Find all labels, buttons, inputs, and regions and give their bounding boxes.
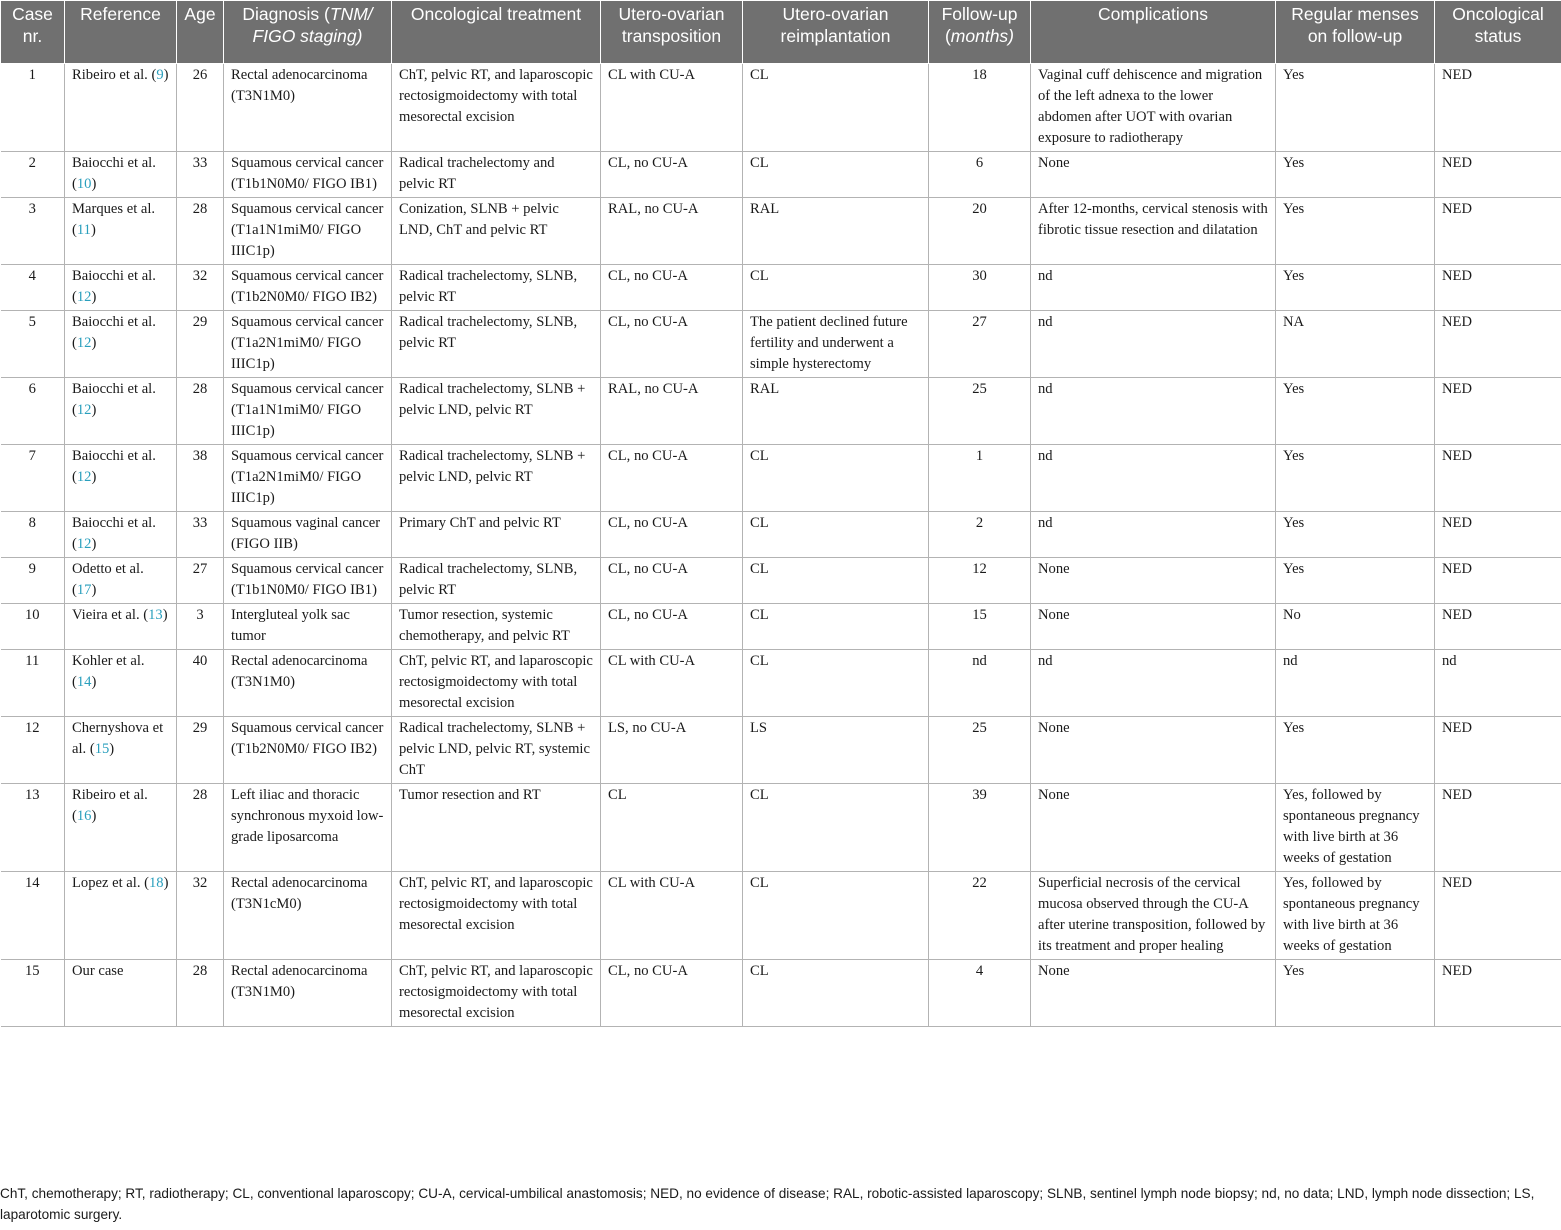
- regular-menses: Yes: [1276, 64, 1435, 152]
- diagnosis: Squamous cervical cancer (T1b2N0M0/ FIGO IB2): [224, 717, 392, 784]
- table-row: [1, 784, 1561, 872]
- reference-link[interactable]: 13: [148, 607, 163, 623]
- reference-link[interactable]: 11: [76, 222, 91, 238]
- reference-citation[interactable]: (12): [72, 402, 97, 418]
- table-row: [1, 717, 1561, 784]
- regular-menses: Yes: [1276, 558, 1435, 604]
- utero-ovarian-reimplantation: CL: [743, 784, 929, 872]
- oncological-treatment: Primary ChT and pelvic RT: [392, 512, 601, 558]
- age: 27: [177, 558, 224, 604]
- regular-menses: Yes: [1276, 152, 1435, 198]
- utero-ovarian-transposition: CL, no CU-A: [601, 558, 743, 604]
- utero-ovarian-reimplantation: CL: [743, 650, 929, 717]
- complications: nd: [1031, 378, 1276, 445]
- table-row: [1, 198, 1561, 265]
- reference-link[interactable]: 12: [76, 402, 92, 418]
- oncological-treatment: Tumor resection and RT: [392, 784, 601, 872]
- age: 3: [177, 604, 224, 650]
- diagnosis: Intergluteal yolk sac tumor: [224, 604, 392, 650]
- oncological-status: NED: [1435, 558, 1561, 604]
- complications: Superficial necrosis of the cervical mucosa observed through the CU-A after uterine transposition, followed by its treatment and proper healing: [1031, 872, 1276, 960]
- regular-menses: No: [1276, 604, 1435, 650]
- regular-menses: Yes: [1276, 512, 1435, 558]
- reference: [65, 717, 177, 784]
- utero-ovarian-reimplantation: CL: [743, 558, 929, 604]
- complications: None: [1031, 717, 1276, 784]
- reference-authors: Ribeiro et al.: [72, 787, 148, 803]
- regular-menses: NA: [1276, 311, 1435, 378]
- utero-ovarian-reimplantation: CL: [743, 960, 929, 1027]
- table-body: [1, 64, 1561, 1027]
- utero-ovarian-reimplantation: CL: [743, 265, 929, 311]
- header-status: Oncological status: [1435, 1, 1561, 64]
- diagnosis: Rectal adenocarcinoma (T3N1M0): [224, 960, 392, 1027]
- oncological-status: NED: [1435, 872, 1561, 960]
- complications: None: [1031, 604, 1276, 650]
- age: 33: [177, 512, 224, 558]
- oncological-treatment: ChT, pelvic RT, and laparoscopic rectosigmoidectomy with total mesorectal excision: [392, 64, 601, 152]
- reference-citation[interactable]: (12): [72, 289, 97, 305]
- age: 28: [177, 198, 224, 265]
- diagnosis: Left iliac and thoracic synchronous myxoid low-grade liposarcoma: [224, 784, 392, 872]
- oncological-treatment: ChT, pelvic RT, and laparoscopic rectosigmoidectomy with total mesorectal excision: [392, 650, 601, 717]
- complications: None: [1031, 558, 1276, 604]
- table-row: [1, 960, 1561, 1027]
- reference-authors: Marques et al.: [72, 201, 156, 217]
- complications: After 12-months, cervical stenosis with fibrotic tissue resection and dilatation: [1031, 198, 1276, 265]
- reference-link[interactable]: 18: [149, 875, 164, 891]
- reference-citation[interactable]: (11): [72, 222, 96, 238]
- reference-authors: Baiocchi et al.: [72, 268, 156, 284]
- age: 29: [177, 717, 224, 784]
- age: 28: [177, 960, 224, 1027]
- complications: None: [1031, 784, 1276, 872]
- case-number: 1: [1, 64, 65, 152]
- reference: [65, 512, 177, 558]
- reference-authors: Vieira et al.: [72, 607, 140, 623]
- age: 26: [177, 64, 224, 152]
- oncological-treatment: Tumor resection, systemic chemotherapy, and pelvic RT: [392, 604, 601, 650]
- oncological-treatment: Radical trachelectomy, SLNB, pelvic RT: [392, 311, 601, 378]
- reference-authors: Baiocchi et al.: [72, 381, 156, 397]
- header-transposition: Utero-ovarian transposition: [601, 1, 743, 64]
- oncological-status: NED: [1435, 198, 1561, 265]
- complications: nd: [1031, 445, 1276, 512]
- case-number: 3: [1, 198, 65, 265]
- utero-ovarian-transposition: CL, no CU-A: [601, 445, 743, 512]
- table-row: [1, 872, 1561, 960]
- header-complications: Complications: [1031, 1, 1276, 64]
- reference: [65, 960, 177, 1027]
- reference-citation[interactable]: (10): [72, 176, 97, 192]
- diagnosis: Squamous cervical cancer (T1a2N1miM0/ FIGO IIIC1p): [224, 311, 392, 378]
- oncological-treatment: Radical trachelectomy, SLNB + pelvic LND, pelvic RT, systemic ChT: [392, 717, 601, 784]
- reference: [65, 265, 177, 311]
- utero-ovarian-transposition: CL, no CU-A: [601, 604, 743, 650]
- reference-citation[interactable]: (12): [72, 536, 97, 552]
- oncological-status: nd: [1435, 650, 1561, 717]
- follow-up-months: 20: [929, 198, 1031, 265]
- reference-authors: Lopez et al.: [72, 875, 141, 891]
- utero-ovarian-transposition: CL, no CU-A: [601, 152, 743, 198]
- follow-up-months: 15: [929, 604, 1031, 650]
- reference-link[interactable]: 15: [94, 741, 110, 757]
- regular-menses: Yes, followed by spontaneous pregnancy with live birth at 36 weeks of gestation: [1276, 784, 1435, 872]
- utero-ovarian-transposition: CL, no CU-A: [601, 311, 743, 378]
- utero-ovarian-reimplantation: LS: [743, 717, 929, 784]
- age: 40: [177, 650, 224, 717]
- oncological-treatment: Radical trachelectomy, SLNB, pelvic RT: [392, 558, 601, 604]
- regular-menses: Yes: [1276, 717, 1435, 784]
- reference-link[interactable]: 12: [76, 469, 92, 485]
- age: 38: [177, 445, 224, 512]
- reference-citation[interactable]: (13): [139, 607, 168, 623]
- utero-ovarian-reimplantation: CL: [743, 152, 929, 198]
- header-followup: Follow-up (months): [929, 1, 1031, 64]
- follow-up-months: 2: [929, 512, 1031, 558]
- reference: [65, 604, 177, 650]
- reference-citation[interactable]: (14): [72, 674, 97, 690]
- table-row: [1, 445, 1561, 512]
- complications: nd: [1031, 311, 1276, 378]
- oncological-status: NED: [1435, 64, 1561, 152]
- oncological-treatment: Radical trachelectomy, SLNB, pelvic RT: [392, 265, 601, 311]
- age: 29: [177, 311, 224, 378]
- age: 33: [177, 152, 224, 198]
- utero-ovarian-transposition: CL, no CU-A: [601, 512, 743, 558]
- reference-citation[interactable]: (12): [72, 335, 97, 351]
- regular-menses: Yes: [1276, 445, 1435, 512]
- age: 28: [177, 784, 224, 872]
- utero-ovarian-transposition: RAL, no CU-A: [601, 198, 743, 265]
- utero-ovarian-transposition: LS, no CU-A: [601, 717, 743, 784]
- follow-up-months: 18: [929, 64, 1031, 152]
- reference: [65, 64, 177, 152]
- diagnosis: Squamous cervical cancer (T1b1N0M0/ FIGO IB1): [224, 558, 392, 604]
- follow-up-months: 22: [929, 872, 1031, 960]
- follow-up-months: 6: [929, 152, 1031, 198]
- reference-link[interactable]: 9: [156, 67, 164, 83]
- follow-up-months: 1: [929, 445, 1031, 512]
- utero-ovarian-reimplantation: RAL: [743, 198, 929, 265]
- reference: [65, 198, 177, 265]
- utero-ovarian-reimplantation: CL: [743, 604, 929, 650]
- oncological-treatment: Radical trachelectomy, SLNB + pelvic LND, pelvic RT: [392, 445, 601, 512]
- oncological-status: NED: [1435, 717, 1561, 784]
- diagnosis: Squamous cervical cancer (T1a1N1miM0/ FIGO IIIC1p): [224, 198, 392, 265]
- reference-authors: Chernyshova et al.: [72, 720, 164, 757]
- diagnosis: Rectal adenocarcinoma (T3N1cM0): [224, 872, 392, 960]
- reference: [65, 311, 177, 378]
- diagnosis: Squamous vaginal cancer (FIGO IIB): [224, 512, 392, 558]
- reference-authors: Kohler et al.: [72, 653, 145, 669]
- case-number: 12: [1, 717, 65, 784]
- oncological-treatment: ChT, pelvic RT, and laparoscopic rectosigmoidectomy with total mesorectal excision: [392, 960, 601, 1027]
- diagnosis: Rectal adenocarcinoma (T3N1M0): [224, 64, 392, 152]
- oncological-status: NED: [1435, 378, 1561, 445]
- follow-up-months: 25: [929, 717, 1031, 784]
- reference: [65, 650, 177, 717]
- reference: [65, 152, 177, 198]
- oncological-treatment: ChT, pelvic RT, and laparoscopic rectosigmoidectomy with total mesorectal excision: [392, 872, 601, 960]
- regular-menses: Yes: [1276, 960, 1435, 1027]
- reference: [65, 872, 177, 960]
- utero-ovarian-transposition: CL with CU-A: [601, 872, 743, 960]
- table-row: [1, 650, 1561, 717]
- case-number: 14: [1, 872, 65, 960]
- age: 28: [177, 378, 224, 445]
- complications: nd: [1031, 650, 1276, 717]
- header-diagnosis: Diagnosis (TNM/ FIGO staging): [224, 1, 392, 64]
- oncological-treatment: Radical trachelectomy, SLNB + pelvic LND, pelvic RT: [392, 378, 601, 445]
- reference-authors: Baiocchi et al.: [72, 155, 156, 171]
- header-age: Age: [177, 1, 224, 64]
- table-row: [1, 311, 1561, 378]
- table-row: [1, 378, 1561, 445]
- reference-link[interactable]: 12: [76, 289, 92, 305]
- utero-ovarian-transposition: CL with CU-A: [601, 64, 743, 152]
- utero-ovarian-transposition: CL, no CU-A: [601, 960, 743, 1027]
- follow-up-months: 25: [929, 378, 1031, 445]
- case-number: 5: [1, 311, 65, 378]
- reference-citation[interactable]: (18): [140, 875, 169, 891]
- oncological-status: NED: [1435, 960, 1561, 1027]
- case-number: 10: [1, 604, 65, 650]
- table-row: [1, 558, 1561, 604]
- oncological-treatment: Conization, SLNB + pelvic LND, ChT and pelvic RT: [392, 198, 601, 265]
- oncological-status: NED: [1435, 445, 1561, 512]
- regular-menses: Yes, followed by spontaneous pregnancy with live birth at 36 weeks of gestation: [1276, 872, 1435, 960]
- complications: Vaginal cuff dehiscence and migration of the left adnexa to the lower abdomen after UOT with ovarian exposure to radiotherapy: [1031, 64, 1276, 152]
- reference-authors: Baiocchi et al.: [72, 448, 156, 464]
- utero-ovarian-transposition: CL with CU-A: [601, 650, 743, 717]
- utero-ovarian-reimplantation: CL: [743, 445, 929, 512]
- utero-ovarian-transposition: RAL, no CU-A: [601, 378, 743, 445]
- utero-ovarian-reimplantation: The patient declined future fertility and underwent a simple hysterectomy: [743, 311, 929, 378]
- table-row: [1, 265, 1561, 311]
- follow-up-months: 39: [929, 784, 1031, 872]
- diagnosis: Squamous cervical cancer (T1b2N0M0/ FIGO IB2): [224, 265, 392, 311]
- age: 32: [177, 872, 224, 960]
- reference: [65, 784, 177, 872]
- case-number: 11: [1, 650, 65, 717]
- follow-up-months: 27: [929, 311, 1031, 378]
- reference: [65, 378, 177, 445]
- complications: None: [1031, 152, 1276, 198]
- reference-authors: Ribeiro et al.: [72, 67, 148, 83]
- utero-ovarian-transposition: CL: [601, 784, 743, 872]
- diagnosis: Rectal adenocarcinoma (T3N1M0): [224, 650, 392, 717]
- reference-authors: Baiocchi et al.: [72, 515, 156, 531]
- reference-link[interactable]: 12: [76, 536, 92, 552]
- follow-up-months: nd: [929, 650, 1031, 717]
- header-menses: Regular menses on follow-up: [1276, 1, 1435, 64]
- utero-ovarian-reimplantation: RAL: [743, 378, 929, 445]
- diagnosis: Squamous cervical cancer (T1a2N1miM0/ FIGO IIIC1p): [224, 445, 392, 512]
- utero-ovarian-reimplantation: CL: [743, 512, 929, 558]
- header-row: [1, 1, 1561, 64]
- reference-citation[interactable]: (16): [72, 808, 97, 824]
- case-number: 9: [1, 558, 65, 604]
- reference-link[interactable]: 17: [76, 582, 92, 598]
- complications: None: [1031, 960, 1276, 1027]
- case-number: 6: [1, 378, 65, 445]
- reference-citation[interactable]: (9): [147, 67, 169, 83]
- reference-link[interactable]: 12: [76, 335, 92, 351]
- reference-link[interactable]: 10: [76, 176, 92, 192]
- table-footnote: ChT, chemotherapy; RT, radiotherapy; CL, conventional laparoscopy; CU-A, cervical-umbilical anastomosis; NED, no evidence of disease; RAL, robotic-assisted laparoscopy; SLNB, sentinel lymph node biopsy; nd, no data; LND, lymph node dissection; LS, laparotomic surgery.: [0, 1186, 1535, 1222]
- table-row: [1, 64, 1561, 152]
- reference-authors: Odetto et al.: [72, 561, 144, 577]
- follow-up-months: 12: [929, 558, 1031, 604]
- reference-citation[interactable]: (15): [86, 741, 115, 757]
- complications: nd: [1031, 265, 1276, 311]
- case-number: 15: [1, 960, 65, 1027]
- case-number: 8: [1, 512, 65, 558]
- reference-link[interactable]: 16: [76, 808, 92, 824]
- oncological-status: NED: [1435, 512, 1561, 558]
- header-treatment: Oncological treatment: [392, 1, 601, 64]
- table-row: [1, 604, 1561, 650]
- reference: [65, 445, 177, 512]
- regular-menses: nd: [1276, 650, 1435, 717]
- regular-menses: Yes: [1276, 378, 1435, 445]
- reference-citation[interactable]: (17): [72, 582, 97, 598]
- table-row: [1, 512, 1561, 558]
- header-reimplantation: Utero-ovarian reimplantation: [743, 1, 929, 64]
- utero-ovarian-transposition: CL, no CU-A: [601, 265, 743, 311]
- oncological-status: NED: [1435, 784, 1561, 872]
- diagnosis: Squamous cervical cancer (T1b1N0M0/ FIGO IB1): [224, 152, 392, 198]
- age: 32: [177, 265, 224, 311]
- case-number: 7: [1, 445, 65, 512]
- reference-authors: Baiocchi et al.: [72, 314, 156, 330]
- case-number: 13: [1, 784, 65, 872]
- oncological-status: NED: [1435, 152, 1561, 198]
- table-row: [1, 152, 1561, 198]
- reference-authors: Our case: [72, 963, 124, 979]
- diagnosis: Squamous cervical cancer (T1a1N1miM0/ FIGO IIIC1p): [224, 378, 392, 445]
- header-reference: Reference: [65, 1, 177, 64]
- oncological-treatment: Radical trachelectomy and pelvic RT: [392, 152, 601, 198]
- utero-ovarian-reimplantation: CL: [743, 64, 929, 152]
- oncological-status: NED: [1435, 311, 1561, 378]
- case-number: 2: [1, 152, 65, 198]
- follow-up-months: 30: [929, 265, 1031, 311]
- follow-up-months: 4: [929, 960, 1031, 1027]
- case-number: 4: [1, 265, 65, 311]
- complications: nd: [1031, 512, 1276, 558]
- regular-menses: Yes: [1276, 265, 1435, 311]
- regular-menses: Yes: [1276, 198, 1435, 265]
- oncological-status: NED: [1435, 604, 1561, 650]
- oncological-status: NED: [1435, 265, 1561, 311]
- reference: [65, 558, 177, 604]
- utero-ovarian-reimplantation: CL: [743, 872, 929, 960]
- header-case: Case nr.: [1, 1, 65, 64]
- reference-link[interactable]: 14: [76, 674, 92, 690]
- reference-citation[interactable]: (12): [72, 469, 97, 485]
